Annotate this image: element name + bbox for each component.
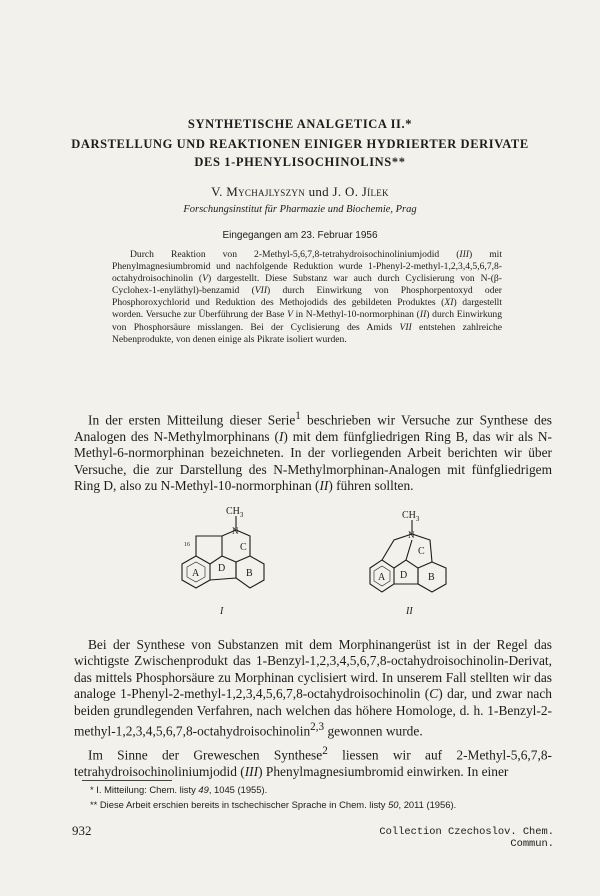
body-text: en Synthese	[246, 747, 323, 763]
footnote-mark: **	[90, 799, 98, 810]
compound-ref: I	[278, 428, 284, 444]
reference-mark: 1	[295, 410, 301, 422]
compound-ref: XI	[444, 297, 454, 309]
article-title-line-3: DES 1-PHENYLISOCHINOLINS**	[194, 155, 406, 169]
article-title-line-2: DARSTELLUNG UND REAKTIONEN EINIGER HYDRIERTER DERIVATE	[71, 137, 529, 151]
author-1: V. Mychajlyszyn	[211, 184, 306, 199]
compound-label-I: I	[220, 606, 224, 617]
compound-ref: III	[459, 249, 469, 260]
body-paragraph-1	[74, 408, 552, 495]
ring-label-D-II: D	[400, 570, 408, 581]
footnote-rule	[82, 780, 172, 781]
abstract-text: ) durch Einwirkung von Phosphorpentoxyd oder Phosphoroxychlorid und Reduktion des Methojodids des gebildeten Produktes (	[112, 285, 502, 309]
body-paragraph-3	[74, 743, 552, 780]
position-label-I: 16	[184, 542, 190, 548]
compound-ref: II	[419, 309, 427, 321]
compound-ref: II	[319, 478, 329, 494]
compound-ref: VII	[399, 321, 412, 333]
abstract-text: ) mit Phenylmagnesiumbromid und nachfolgende Reduktion wurde 1-Phenyl-2-methyl-1,2,3,4,5,6,7,8-octahydroisochinolin (	[112, 249, 502, 285]
abstract-text: entstehen zahlreiche Nebenprodukte, von denen einige als Pikrate isoliert wurden.	[112, 321, 502, 345]
body-text: ) führen sollten.	[328, 478, 414, 494]
body-text: liessen wir auf 2-Methyl-5,6,7,8-tetrahydroisochinoliniumjodid (	[74, 747, 552, 779]
compound-ref: III	[244, 763, 259, 779]
structure-figure	[160, 506, 480, 626]
authors	[0, 184, 600, 200]
footnotes	[72, 780, 552, 811]
abstract-text: ) dargestellt worden. Versuche zur Überführung der Base	[112, 297, 502, 321]
nitrogen-label-I: N	[232, 526, 239, 536]
page-number: 932	[72, 823, 92, 838]
compound-ref: V	[287, 309, 293, 321]
reference-mark: 2,3	[310, 721, 325, 734]
body-text: In der ersten Mitteilung dieser Serie	[88, 412, 296, 428]
abstract-text: ) durch Einwirkung von Phosphorsäure misslangen. Bei der Cyclisierung des Amids	[112, 309, 503, 333]
footnote-mark: *	[90, 784, 94, 795]
ring-label-B-II: B	[428, 572, 435, 583]
body-text: Im Sinne der Grewesch	[88, 747, 247, 763]
compound-ref: VII	[254, 285, 268, 297]
body-text: ) Phenylmagnesiumbromid einwirken. In einer	[258, 763, 509, 779]
author-conjunction: und	[308, 184, 329, 199]
footnote-text: , 1045 (1955).	[208, 784, 268, 795]
journal-name: Collection Czechoslov. Chem. Commun.	[379, 826, 554, 850]
ring-label-D-I: D	[218, 563, 226, 574]
abstract-text: Durch Reaktion von 2-Methyl-5,6,7,8-tetrahydroisochinoliniumjodid (	[130, 249, 460, 260]
bridge-bond-II	[406, 540, 412, 560]
footnote-text: , 2011 (1956).	[398, 799, 457, 810]
ring-label-C-I: C	[240, 542, 247, 553]
methyl-label-I: $CH_3$	[226, 506, 244, 519]
nitrogen-label-II: N	[408, 530, 415, 540]
footnote-text: Diese Arbeit erschien bereits in tschechischer Sprache in Chem. listy	[99, 799, 389, 810]
compound-ref: C	[429, 686, 439, 702]
abstract-text: ) dargestellt. Diese Substanz war auch durch Cyclisierung von N-(β-Cyclohex-1-enyläthyl)-benzamid (	[112, 273, 502, 297]
ring-label-A-I: A	[192, 568, 200, 579]
footnote-1	[90, 784, 552, 796]
author-2: J. O. Jílek	[332, 184, 389, 199]
ring-label-B-I: B	[246, 568, 253, 579]
ring-label-A-II: A	[378, 572, 386, 583]
reference-mark: 2	[322, 745, 328, 757]
methyl-label-II: $CH_3$	[402, 510, 420, 523]
received-date: Eingegangen am 23. Februar 1956	[222, 230, 378, 241]
body-text: ) mit dem fünfgliedrigen Ring B, das wir als N-Methyl-6-normorphinan bezeichneten. In der vorliegenden Arbeit berichten wir über Versuche, die zur Darstellung des N-Methylmorphinan-Analogen mit fünfgliedrigem Ring D, also zu N-Methyl-10-normorphinan (	[74, 428, 552, 494]
article-title-line-1: SYNTHETISCHE ANALGETICA II.*	[187, 117, 413, 131]
abstract	[112, 249, 502, 346]
body-text: beschrieben wir Versuche zur Synthese des Analogen des N-Methylmorphinans (	[74, 412, 552, 444]
compound-label-II: II	[406, 606, 413, 617]
body-text: ) dar, und zwar nach beiden grundlegenden Verfahren, nach welchen das höhere Homologe, d. h. 1-Benzyl-2-methyl-1,2,3,4,5,6,7,8-octahydroisochinolin	[74, 686, 552, 739]
footnote-text: I. Mitteilung: Chem. listy	[96, 784, 199, 795]
body-text: Bei der Synthese von Substanzen mit dem Morphinangerüst ist in der Regel das wichtigste Zwischenprodukt das 1-Benzyl-1,2,3,4,5,6,7,8-octahydroisochinolin-Derivat, das mittels Phosphorsäure zu Morphinan cyclisiert wird. In unserem Fall stellten wir das analoge 1-Phenyl-2-methyl-1,2,3,4,5,6,7,8-octahydroisochinolin (	[74, 637, 552, 702]
footnote-volume: 49	[198, 784, 209, 795]
footnote-volume: 50	[388, 799, 399, 810]
body-text: gewonnen wurde.	[324, 723, 423, 739]
body-paragraph-2	[74, 637, 552, 740]
abstract-text: in N-Methyl-10-normorphinan (	[292, 309, 420, 321]
chemical-structures	[160, 506, 480, 626]
footnote-2	[90, 799, 552, 811]
compound-ref: V	[202, 273, 208, 285]
affiliation: Forschungsinstitut für Pharmazie und Biochemie, Prag	[183, 204, 417, 215]
ring-label-C-II: C	[418, 546, 425, 557]
